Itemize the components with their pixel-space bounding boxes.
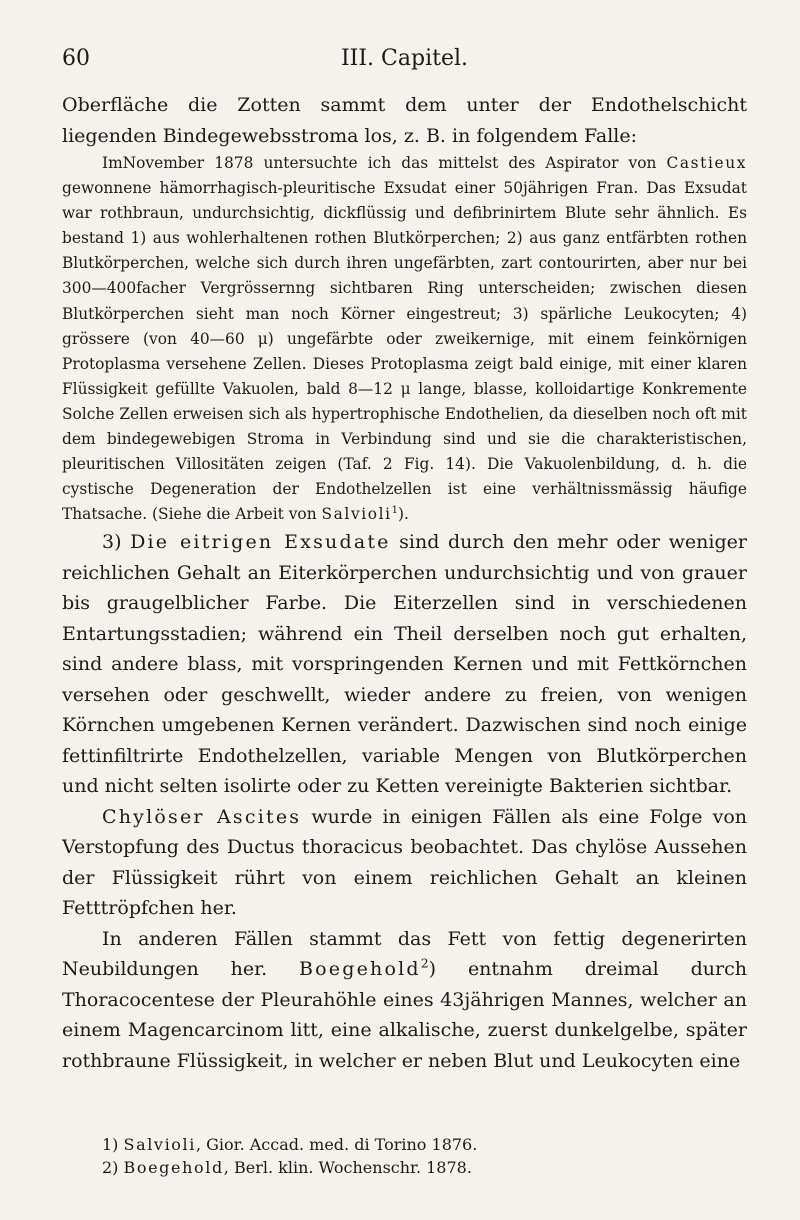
case-author-salvioli: Salvioli <box>321 505 392 524</box>
term-chyloeser-ascites: Chylöser Ascites <box>102 805 302 828</box>
footnote-ref-2: 2 <box>420 957 429 972</box>
footnote-2-number: 2) <box>102 1158 124 1177</box>
footnote-2-author: Boegehold <box>123 1158 224 1177</box>
case-name-castieux: Castieux <box>666 154 747 172</box>
case-text-1: ImNovember 1878 untersuchte ich das mittelst des Aspirator von <box>102 154 667 172</box>
footnotes <box>62 1133 747 1179</box>
footnote-1-number: 1) <box>102 1135 124 1154</box>
page-header <box>62 42 747 82</box>
case-report-paragraph <box>62 151 747 527</box>
footnote-2 <box>62 1156 747 1179</box>
term-eitrige-exsudate: Die eitrigen Exsudate <box>130 531 391 554</box>
page <box>62 42 747 1076</box>
para5-text-2: ) entnahm dreimal durch Thoracocentese der Pleurahöhle eines 43jährigen Mannes, welcher an einem Magencarcinom litt, eine alkalische, zuerst dunkelgelbe, später rothbraune Flüssigkeit, in welcher er neben Blut und Leukocyten eine <box>62 958 748 1072</box>
footnote-1 <box>62 1133 747 1156</box>
paragraph-chylous-ascites <box>62 802 747 924</box>
footnote-ref-1: 1 <box>391 505 399 517</box>
footnote-2-text: , Berl. klin. Wochenschr. 1878. <box>223 1158 472 1177</box>
para3-lead: 3) <box>102 531 131 554</box>
footnote-1-text: , Gior. Accad. med. di Torino 1876. <box>195 1135 478 1154</box>
page-number: 60 <box>62 46 90 71</box>
paragraph-intro: Oberfläche die Zotten sammt dem unter der Endothelschicht liegenden Bindegewebsstroma los, z. B. in folgendem Falle: <box>62 94 747 147</box>
footnote-1-author: Salvioli <box>123 1135 196 1154</box>
running-title: III. Capitel. <box>340 46 468 71</box>
para3-text: sind durch den mehr oder weniger reichlichen Gehalt an Eiterkörperchen undurchsichtig und von grauer bis graugelblicher Farbe. Die Eiterzellen sind in verschiedenen Entartungsstadien; während ein Theil derselben noch gut erhalten, sind andere blass, mit vorspringenden Kernen und mit Fettkörnchen versehen oder geschwellt, wieder andere zu freien, von wenigen Körnchen umgebenen Kernen verändert. Dazwischen sind noch einige fettinfiltrirte Endothelzellen, variable Mengen von Blutkörperchen und nicht selten isolirte oder zu Ketten vereinigte Bakterien sichtbar. <box>62 531 747 798</box>
paragraph-purulent-exudates <box>62 527 747 802</box>
para4-text: wurde in einigen Fällen als eine Folge von Verstopfung des Ductus thoracicus beobachtet. Das chylöse Aussehen der Flüssigkeit rührt von einem reichlichen Gehalt an kleinen Fetttröpfchen her. <box>62 805 747 920</box>
author-boegehold: Boegehold <box>299 958 421 981</box>
case-text-3: ). <box>398 505 409 524</box>
para5-text-1: In anderen Fällen stammt das Fett von fettig degenerirten Neubildungen her. <box>62 927 747 981</box>
case-text-2: gewonnene hämorrhagisch-pleuritische Exsudat einer 50jährigen Fran. Das Exsudat war rothbraun, undurchsichtig, dickflüssig und defibrinirtem Blute sehr ähnlich. Es bestand 1) aus wohlerhaltenen rothen Blutkörperchen; 2) aus ganz entfärbten rothen Blutkörperchen, welche sich durch ihren ungefärbten, zart contourirten, aber nur bei 300—400facher Vergrössernng sichtbaren Ring unterscheiden; zwischen diesen Blutkörperchen sieht man noch Körner eingestreut; 3) spärliche Leukocyten; 4) grössere (von 40—60 μ) ungefärbte oder zweikernige, mit einem feinkörnigen Protoplasma versehene Zellen. Dieses Protoplasma zeigt bald einige, mit einer klaren Flüssigkeit gefüllte Vakuolen, bald 8—12 μ lange, blasse, kolloidartige Konkremente Solche Zellen erweisen sich als hypertrophische Endothelien, da dieselben noch oft mit dem bindegewebigen Stroma in Verbindung sind und sie die charakteristischen, pleuritischen Villositäten zeigen (Taf. 2 Fig. 14). Die Vakuolenbildung, d. h. die cystische Degeneration der Endothelzellen ist eine verhältnissmässig häufige Thatsache. (Siehe die Arbeit von <box>62 179 747 524</box>
paragraph-fat-degeneration <box>62 924 747 1077</box>
